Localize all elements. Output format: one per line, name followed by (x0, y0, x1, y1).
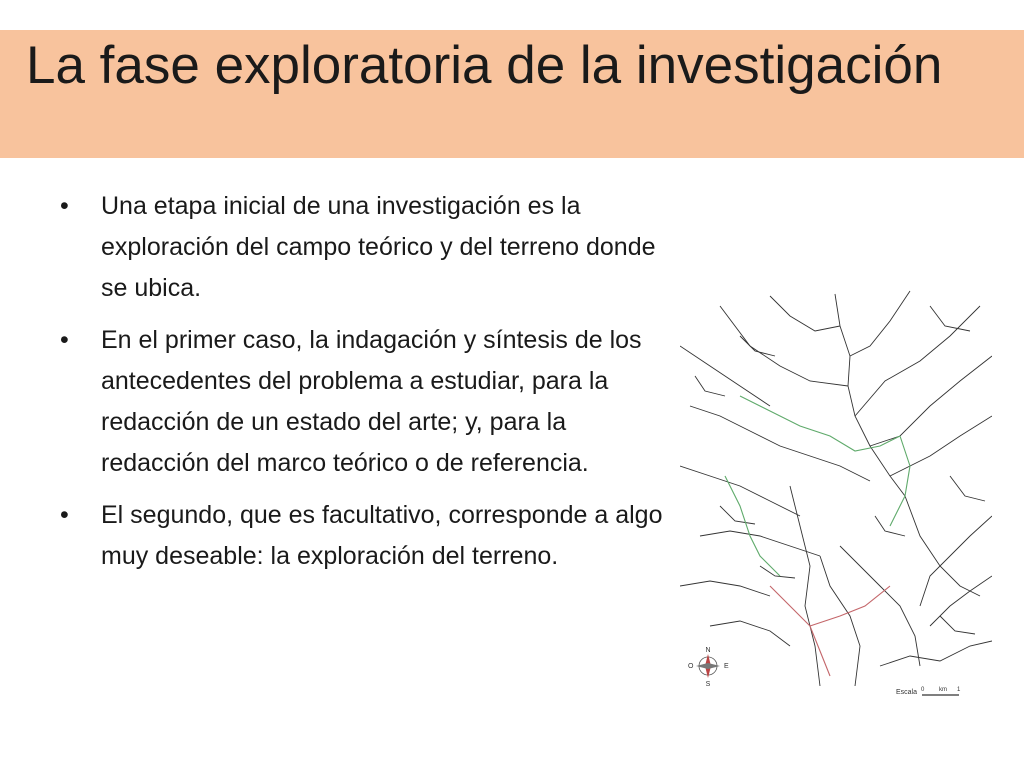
compass-n: N (705, 647, 711, 654)
slide-title: La fase exploratoria de la investigación (26, 36, 943, 95)
map-scale-bar (896, 687, 961, 696)
terrain-map (680, 286, 992, 706)
compass-s: S (705, 681, 711, 688)
scale-one: 1 (957, 687, 961, 693)
terrain-lines (680, 291, 992, 686)
scale-zero: 0 (921, 687, 925, 693)
scale-label: Escala (896, 689, 918, 696)
bullet-list (60, 186, 680, 588)
bullet-item (60, 320, 680, 484)
compass-rose-icon (696, 654, 720, 678)
bullet-marker: • (60, 192, 69, 220)
bullet-text: El segundo, que es facultativo, corresponde a algo muy deseable: la exploración del terreno. (101, 501, 663, 570)
compass-o: O (688, 663, 694, 670)
bullet-marker: • (60, 501, 69, 529)
red-routes (770, 586, 890, 676)
bullet-item (60, 186, 680, 309)
scale-unit: km (939, 687, 947, 693)
compass-e: E (724, 663, 729, 670)
bullet-item (60, 495, 680, 577)
bullet-text: Una etapa inicial de una investigación es la exploración del campo teórico y del terreno donde se ubica. (101, 192, 656, 302)
bullet-marker: • (60, 326, 69, 354)
bullet-text: En el primer caso, la indagación y síntesis de los antecedentes del problema a estudiar, para la redacción de un estado del arte; y, para la redacción del marco teórico o de referencia. (101, 326, 642, 477)
green-routes (725, 396, 910, 576)
